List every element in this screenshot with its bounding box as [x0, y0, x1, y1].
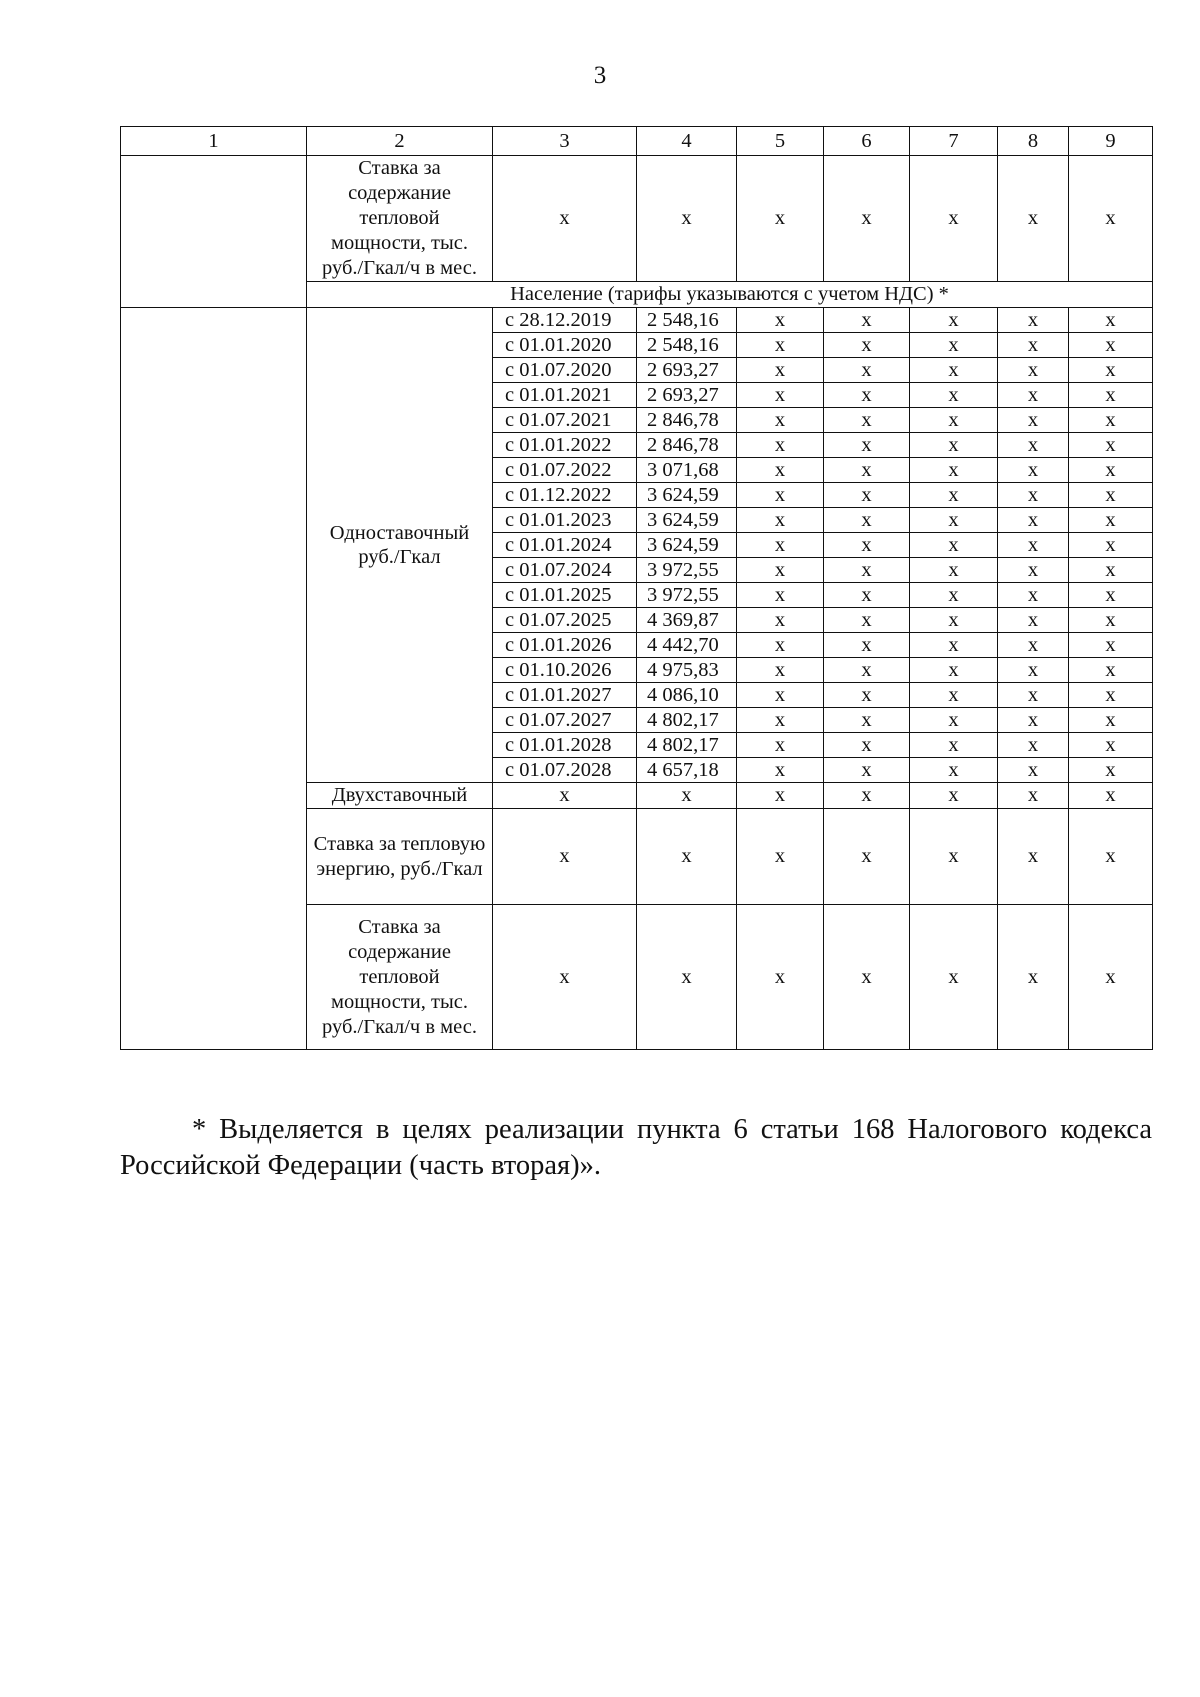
tariff-value-cell: 3 624,59 [637, 508, 737, 533]
capacity-rate-label: Ставка за содержание тепловой мощности, тыс. руб./Гкал/ч в мес. [307, 156, 493, 282]
column-header: 9 [1069, 127, 1153, 156]
table-cell: x [910, 733, 998, 758]
tariff-value-cell: 3 624,59 [637, 483, 737, 508]
period-cell: с 01.07.2027 [493, 708, 637, 733]
table-cell: x [737, 533, 824, 558]
table-cell: x [998, 633, 1069, 658]
column-1-empty-cell [121, 308, 307, 1050]
period-cell: с 01.01.2021 [493, 383, 637, 408]
table-cell: x [910, 383, 998, 408]
period-cell: с 01.07.2021 [493, 408, 637, 433]
table-cell: x [910, 905, 998, 1050]
table-cell: x [910, 783, 998, 809]
table-cell: x [824, 333, 910, 358]
table-cell: x [910, 156, 998, 282]
table-cell: x [1069, 408, 1153, 433]
table-cell: x [998, 683, 1069, 708]
table-cell: x [1069, 658, 1153, 683]
table-cell: x [1069, 156, 1153, 282]
table-cell: x [1069, 508, 1153, 533]
column-header: 6 [824, 127, 910, 156]
table-cell: x [910, 583, 998, 608]
table-cell: x [737, 583, 824, 608]
period-cell: с 01.01.2023 [493, 508, 637, 533]
table-cell: x [910, 458, 998, 483]
table-cell: x [998, 358, 1069, 383]
table-cell: x [910, 333, 998, 358]
tariff-table [120, 126, 1153, 1050]
table-cell: x [998, 383, 1069, 408]
table-cell: x [737, 758, 824, 783]
column-header: 2 [307, 127, 493, 156]
table-cell: x [737, 905, 824, 1050]
table-cell: x [998, 558, 1069, 583]
table-cell: x [737, 708, 824, 733]
two-rate-label: Двухставочный [307, 783, 493, 809]
period-cell: с 01.01.2025 [493, 583, 637, 608]
table-cell: x [910, 358, 998, 383]
tariff-value-cell: 2 693,27 [637, 383, 737, 408]
table-cell: x [910, 683, 998, 708]
column-header: 4 [637, 127, 737, 156]
table-cell: x [737, 508, 824, 533]
period-cell: с 01.07.2020 [493, 358, 637, 383]
tariff-value-cell: 3 972,55 [637, 583, 737, 608]
period-cell: с 01.12.2022 [493, 483, 637, 508]
tariff-value-cell: 4 802,17 [637, 733, 737, 758]
table-cell: x [1069, 708, 1153, 733]
table-cell: x [737, 558, 824, 583]
table-cell: x [737, 683, 824, 708]
table-cell: x [998, 308, 1069, 333]
tariff-value-cell: 3 071,68 [637, 458, 737, 483]
energy-rate-label: Ставка за тепловую энергию, руб./Гкал [307, 809, 493, 905]
table-cell: x [637, 156, 737, 282]
table-cell: x [1069, 583, 1153, 608]
table-cell: x [1069, 558, 1153, 583]
table-cell: x [824, 733, 910, 758]
table-cell: x [910, 758, 998, 783]
table-cell: x [1069, 383, 1153, 408]
period-cell: с 01.07.2025 [493, 608, 637, 633]
column-header: 8 [998, 127, 1069, 156]
table-cell: x [737, 658, 824, 683]
table-cell: x [1069, 758, 1153, 783]
table-cell: x [998, 508, 1069, 533]
table-cell: x [737, 783, 824, 809]
population-header: Население (тарифы указываются с учетом НДС) * [307, 282, 1153, 308]
table-cell: x [493, 905, 637, 1050]
table-cell: x [998, 458, 1069, 483]
tariff-table-body [121, 127, 1153, 1050]
table-cell: x [998, 583, 1069, 608]
table-cell: x [824, 783, 910, 809]
table-cell: x [1069, 433, 1153, 458]
table-cell: x [824, 708, 910, 733]
period-cell: с 01.01.2028 [493, 733, 637, 758]
tariff-value-cell: 2 693,27 [637, 358, 737, 383]
table-cell: x [824, 658, 910, 683]
table-cell: x [1069, 458, 1153, 483]
table-cell: x [998, 658, 1069, 683]
table-cell: x [910, 809, 998, 905]
column-header: 7 [910, 127, 998, 156]
table-cell: x [637, 809, 737, 905]
table-cell: x [824, 433, 910, 458]
tariff-value-cell: 2 846,78 [637, 408, 737, 433]
table-cell: x [737, 433, 824, 458]
table-cell: x [824, 758, 910, 783]
table-cell: x [998, 708, 1069, 733]
tariff-value-cell: 2 548,16 [637, 333, 737, 358]
table-cell: x [1069, 483, 1153, 508]
table-cell: x [493, 156, 637, 282]
period-cell: с 28.12.2019 [493, 308, 637, 333]
table-cell: x [998, 533, 1069, 558]
table-cell: x [824, 383, 910, 408]
table-cell: x [824, 308, 910, 333]
tariff-value-cell: 4 657,18 [637, 758, 737, 783]
table-cell: x [824, 583, 910, 608]
table-cell: x [998, 333, 1069, 358]
column-header: 3 [493, 127, 637, 156]
period-cell: с 01.01.2027 [493, 683, 637, 708]
table-cell: x [1069, 733, 1153, 758]
table-cell: x [910, 408, 998, 433]
table-cell: x [824, 558, 910, 583]
table-cell: x [824, 608, 910, 633]
table-cell: x [737, 733, 824, 758]
tariff-value-cell: 4 086,10 [637, 683, 737, 708]
table-cell: x [998, 905, 1069, 1050]
single-rate-label: Одноставочный руб./Гкал [307, 308, 493, 783]
table-cell: x [1069, 333, 1153, 358]
period-cell: с 01.01.2022 [493, 433, 637, 458]
table-cell: x [824, 458, 910, 483]
table-cell: x [824, 483, 910, 508]
tariff-value-cell: 2 846,78 [637, 433, 737, 458]
tariff-value-cell: 4 802,17 [637, 708, 737, 733]
column-header: 1 [121, 127, 307, 156]
table-cell: x [910, 633, 998, 658]
period-cell: с 01.07.2024 [493, 558, 637, 583]
table-cell: x [910, 308, 998, 333]
tariff-value-cell: 3 624,59 [637, 533, 737, 558]
table-cell: x [737, 809, 824, 905]
table-cell: x [910, 433, 998, 458]
table-cell: x [998, 783, 1069, 809]
period-cell: с 01.01.2024 [493, 533, 637, 558]
period-cell: с 01.10.2026 [493, 658, 637, 683]
table-cell: x [1069, 633, 1153, 658]
table-cell: x [824, 809, 910, 905]
table-cell: x [910, 608, 998, 633]
table-cell: x [998, 809, 1069, 905]
period-cell: с 01.07.2028 [493, 758, 637, 783]
table-cell: x [998, 758, 1069, 783]
table-cell: x [1069, 809, 1153, 905]
table-cell: x [737, 383, 824, 408]
table-cell: x [998, 408, 1069, 433]
table-cell: x [910, 533, 998, 558]
table-cell: x [824, 358, 910, 383]
table-cell: x [493, 809, 637, 905]
table-cell: x [737, 483, 824, 508]
table-cell: x [1069, 308, 1153, 333]
column-header: 5 [737, 127, 824, 156]
table-cell: x [737, 333, 824, 358]
table-cell: x [737, 358, 824, 383]
table-cell: x [910, 508, 998, 533]
table-cell: x [493, 783, 637, 809]
table-cell: x [824, 683, 910, 708]
table-cell: x [1069, 608, 1153, 633]
tariff-value-cell: 3 972,55 [637, 558, 737, 583]
table-cell: x [824, 408, 910, 433]
table-cell: x [824, 905, 910, 1050]
table-cell: x [910, 558, 998, 583]
tariff-value-cell: 4 442,70 [637, 633, 737, 658]
page-number: 3 [593, 62, 607, 89]
table-cell: x [1069, 358, 1153, 383]
table-cell: x [910, 658, 998, 683]
capacity-rate-bottom-label: Ставка за содержание тепловой мощности, тыс. руб./Гкал/ч в мес. [307, 905, 493, 1050]
footnote: * Выделяется в целях реализации пункта 6 статьи 168 Налогового кодекса Российской Федерации (часть вторая)». [120, 1114, 1152, 1181]
table-cell: x [910, 708, 998, 733]
table-cell: x [998, 433, 1069, 458]
table-cell: x [824, 533, 910, 558]
tariff-row [121, 308, 1153, 333]
table-cell: x [998, 483, 1069, 508]
table-cell: x [737, 156, 824, 282]
table-cell: x [1069, 533, 1153, 558]
period-cell: с 01.01.2020 [493, 333, 637, 358]
tariff-value-cell: 4 975,83 [637, 658, 737, 683]
table-cell: x [998, 733, 1069, 758]
table-cell: x [824, 508, 910, 533]
column-number-row [121, 127, 1153, 156]
period-cell: с 01.07.2022 [493, 458, 637, 483]
table-cell: x [637, 905, 737, 1050]
tariff-value-cell: 4 369,87 [637, 608, 737, 633]
tariff-value-cell: 2 548,16 [637, 308, 737, 333]
table-cell: x [824, 156, 910, 282]
table-cell: x [737, 458, 824, 483]
column-1-empty-cell [121, 156, 307, 308]
period-cell: с 01.01.2026 [493, 633, 637, 658]
table-cell: x [998, 156, 1069, 282]
table-cell: x [737, 408, 824, 433]
capacity-rate-top-row [121, 156, 1153, 282]
table-cell: x [910, 483, 998, 508]
table-cell: x [1069, 683, 1153, 708]
table-cell: x [1069, 783, 1153, 809]
table-cell: x [737, 608, 824, 633]
table-cell: x [637, 783, 737, 809]
table-cell: x [998, 608, 1069, 633]
table-cell: x [737, 633, 824, 658]
table-cell: x [1069, 905, 1153, 1050]
table-cell: x [824, 633, 910, 658]
table-cell: x [737, 308, 824, 333]
